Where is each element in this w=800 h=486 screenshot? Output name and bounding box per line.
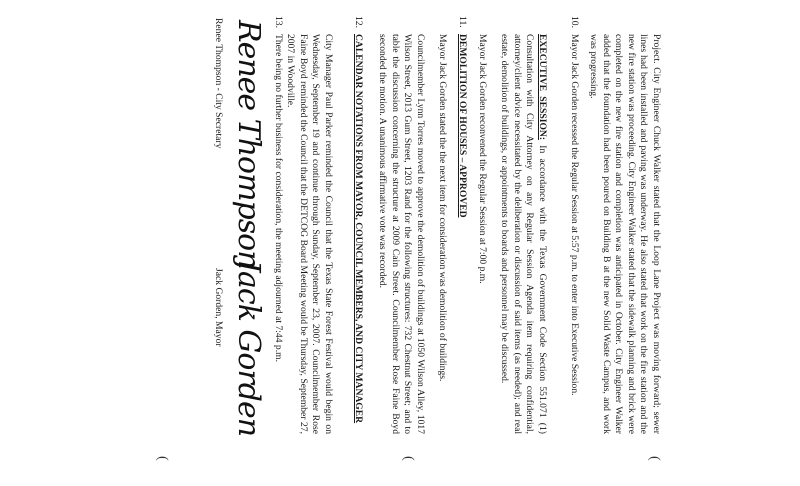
item-11-heading: DEMOLITION OF HOUSES – APPROVED	[457, 34, 468, 218]
hole-punch-mark-2: (	[401, 456, 416, 461]
item-12-text: City Manager Paul Parker reminded the Council that the Texas State Forest Festival would begin on Wednesday, September 19 and continue through Sunday, September 23, 2007. Councilmember Rose Faine Boyd reminded the Council that the DETCOG Board Meeting would be Thursday, September 27, 2007 in Woodville.	[285, 34, 334, 434]
item-10-number: 10.	[569, 16, 580, 28]
secretary-signature: Renee Thompson	[231, 20, 266, 269]
reconvene-text: Mayor Jack Gorden reconvened the Regular Session at 7:00 p.m.	[477, 34, 488, 284]
hole-punch-mark-1: (	[647, 456, 662, 461]
item-12-number: 12.	[353, 16, 364, 28]
item-12-body	[284, 34, 334, 434]
project-paragraph	[587, 34, 662, 434]
reconvene	[476, 34, 489, 434]
hole-punch-mark-3: (	[155, 456, 170, 461]
executive-session-paragraph	[498, 34, 548, 434]
mayor-caption: Jack Gorden, Mayor	[213, 268, 224, 347]
item-10	[568, 16, 581, 434]
scanned-minutes-page	[10, 10, 670, 476]
executive-session-label: EXECUTIVE SESSION:	[537, 34, 548, 141]
item-12	[352, 16, 365, 434]
executive-session	[498, 34, 548, 434]
project-text: Project. City Engineer Chuck Walker stated that the Loop Lane Project was moving forward; sewer lines had been installed and paving was underway. He also stated that work on the fire station and the new fire station was proceeding. City Engineer Walker stated that the sidewalk planning and brick were completed on the new fire station and completion was anticipated in October. City Engineer Walker added that the foundation had been poured on Building B at the new Solid Waste Campus, and work was progressing.	[588, 34, 662, 434]
executive-session-text: In accordance with the Texas Government Code Section 551.071 (1) Consultation with City Attorney on any Regular Session Agenda item requiring confidential, attorney/client advice necessitated by the deliberation or discussion of said items (as needed); and real estate, demolition of buildings, or appointments to boards and personnel may be discussed.	[499, 34, 548, 434]
secretary-caption: Renee Thompson - City Secretary	[213, 18, 224, 149]
item-11-intro-text: Mayor Jack Gorden stated the the next item for consideration was demolition of buildings.	[437, 34, 448, 382]
item-13-number: 13.	[273, 16, 284, 28]
item-10-text: Mayor Jack Gorden recessed the Regular Session at 5:57 p.m. to enter into Executive Session.	[569, 34, 580, 396]
item-11	[456, 16, 469, 434]
mayor-signature: Jack Gorden	[231, 260, 266, 437]
item-11-intro	[436, 34, 449, 434]
item-13	[272, 16, 285, 434]
item-11-motion-text: Councilmember Lynn Torres moved to approve the demolition of buildings at 1050 Wilson Alley, 1017 Wilson Street, 2013 Gum Street, 1203 Rand for the following structures: 732 Chestnut Street; and to table the discussion concerning the structure at 2009 Cain Street. Councilmember Rose Faine Boyd seconded the motion. A unanimous affirmative vote was recorded.	[377, 34, 426, 434]
item-11-motion	[376, 34, 426, 434]
item-13-text: There being no further business for consideration, the meeting adjourned at 7:44 p.m.	[273, 34, 284, 362]
item-12-heading: CALENDAR NOTATIONS FROM MAYOR, COUNCIL MEMBERS, AND CITY MANAGER	[353, 34, 364, 424]
item-11-number: 11.	[457, 16, 468, 28]
